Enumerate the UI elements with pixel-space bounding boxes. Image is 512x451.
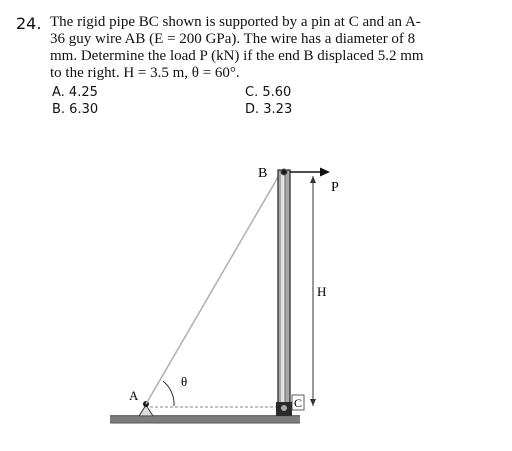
question-line: 36 guy wire AB (E = 200 GPa). The wire has a diameter of 8 [50, 31, 416, 47]
theta-arc [163, 381, 174, 406]
question-line: mm. Determine the load P (kN) if the end B displaced 5.2 mm [50, 48, 424, 64]
load-p-arrow [290, 168, 330, 177]
question-line: to the right. H = 3.5 m, θ = 60°. [50, 65, 240, 81]
pipe-bc [278, 170, 290, 410]
label-a: A [129, 388, 139, 403]
dimension-h [310, 176, 316, 406]
label-p: P [331, 180, 339, 195]
choice-c: C. 5.60 [245, 85, 292, 100]
pin-support-c [276, 402, 292, 416]
label-theta: θ [181, 374, 188, 389]
label-h: H [317, 284, 327, 299]
choice-a: A. 4.25 [52, 85, 98, 100]
question-line: The rigid pipe BC shown is supported by a pin at C and an A- [50, 14, 421, 30]
choice-d: D. 3.23 [245, 102, 293, 117]
pin-b [281, 169, 287, 175]
choice-b: B. 6.30 [52, 102, 99, 117]
ground-base [110, 416, 300, 423]
label-b: B [258, 166, 268, 181]
question-number: 24. [16, 14, 42, 33]
label-c: C [294, 396, 303, 410]
guy-wire-ab [146, 172, 281, 404]
